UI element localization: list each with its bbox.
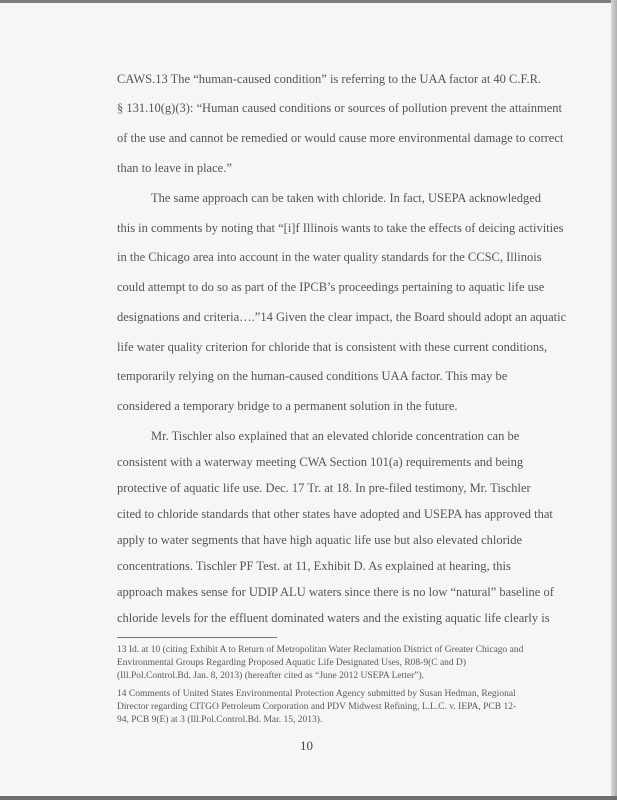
page-number: 10 [300, 738, 313, 753]
body-line: The same approach can be taken with chloride. In fact, USEPA acknowledged [151, 191, 542, 205]
footnote-line: 14 Comments of United States Environmental Protection Agency submitted by Susan Hedman, Regional [117, 689, 516, 699]
body-line: § 131.10(g)(3): “Human caused conditions or sources of pollution prevent the attainment [117, 101, 563, 115]
scan-right-edge [611, 0, 617, 800]
body-line: considered a temporary bridge to a permanent solution in the future. [117, 399, 458, 413]
scan-bottom-border [0, 796, 617, 800]
footnote-line: Director regarding CITGO Petroleum Corporation and PDV Midwest Refining, L.L.C. v. IEPA, PCB 12- [117, 702, 517, 712]
body-line: cited to chloride standards that other states have adopted and USEPA has approved that [117, 507, 553, 521]
body-line: designations and criteria….”14 Given the clear impact, the Board should adopt an aquatic [117, 310, 567, 324]
body-line: apply to water segments that have high aquatic life use but also elevated chloride [117, 533, 523, 547]
footnote-line: Environmental Groups Regarding Proposed Aquatic Life Designated Uses, R08-9(C and D) [117, 658, 467, 668]
body-line: Mr. Tischler also explained that an elevated chloride concentration can be [151, 429, 520, 443]
body-line: protective of aquatic life use. Dec. 17 Tr. at 18. In pre-filed testimony, Mr. Tischler [117, 481, 531, 495]
body-line: chloride levels for the effluent dominated waters and the existing aquatic life clearly is [117, 611, 550, 625]
body-line: life water quality criterion for chloride that is consistent with these current conditions, [117, 340, 548, 354]
body-line: consistent with a waterway meeting CWA Section 101(a) requirements and being [117, 455, 524, 469]
footnote-separator [117, 637, 277, 638]
body-line: could attempt to do so as part of the IPCB’s proceedings pertaining to aquatic life use [117, 280, 545, 294]
body-line: in the Chicago area into account in the water quality standards for the CCSC, Illinois [117, 250, 542, 264]
body-line: this in comments by noting that “[i]f Illinois wants to take the effects of deicing activities [117, 221, 564, 235]
body-line: approach makes sense for UDIP ALU waters since there is no low “natural” baseline of [117, 585, 554, 599]
body-line: of the use and cannot be remedied or would cause more environmental damage to correct [117, 131, 564, 145]
body-line: temporarily relying on the human-caused conditions UAA factor. This may be [117, 369, 508, 383]
scan-top-border [0, 0, 617, 3]
footnote-line: 13 Id. at 10 (citing Exhibit A to Return of Metropolitan Water Reclamation District of Greater Chicago and [117, 645, 524, 655]
body-line: than to leave in place.” [117, 161, 232, 175]
body-line: concentrations. Tischler PF Test. at 11, Exhibit D. As explained at hearing, this [117, 559, 511, 573]
body-line: CAWS.13 The “human-caused condition” is referring to the UAA factor at 40 C.F.R. [117, 72, 542, 86]
footnote-line: (Ill.Pol.Control.Bd. Jan. 8, 2013) (hereafter cited as “June 2012 USEPA Letter”). [117, 671, 425, 681]
footnote-line: 94, PCB 9(E) at 3 (Ill.Pol.Control.Bd. Mar. 15, 2013). [117, 715, 323, 725]
